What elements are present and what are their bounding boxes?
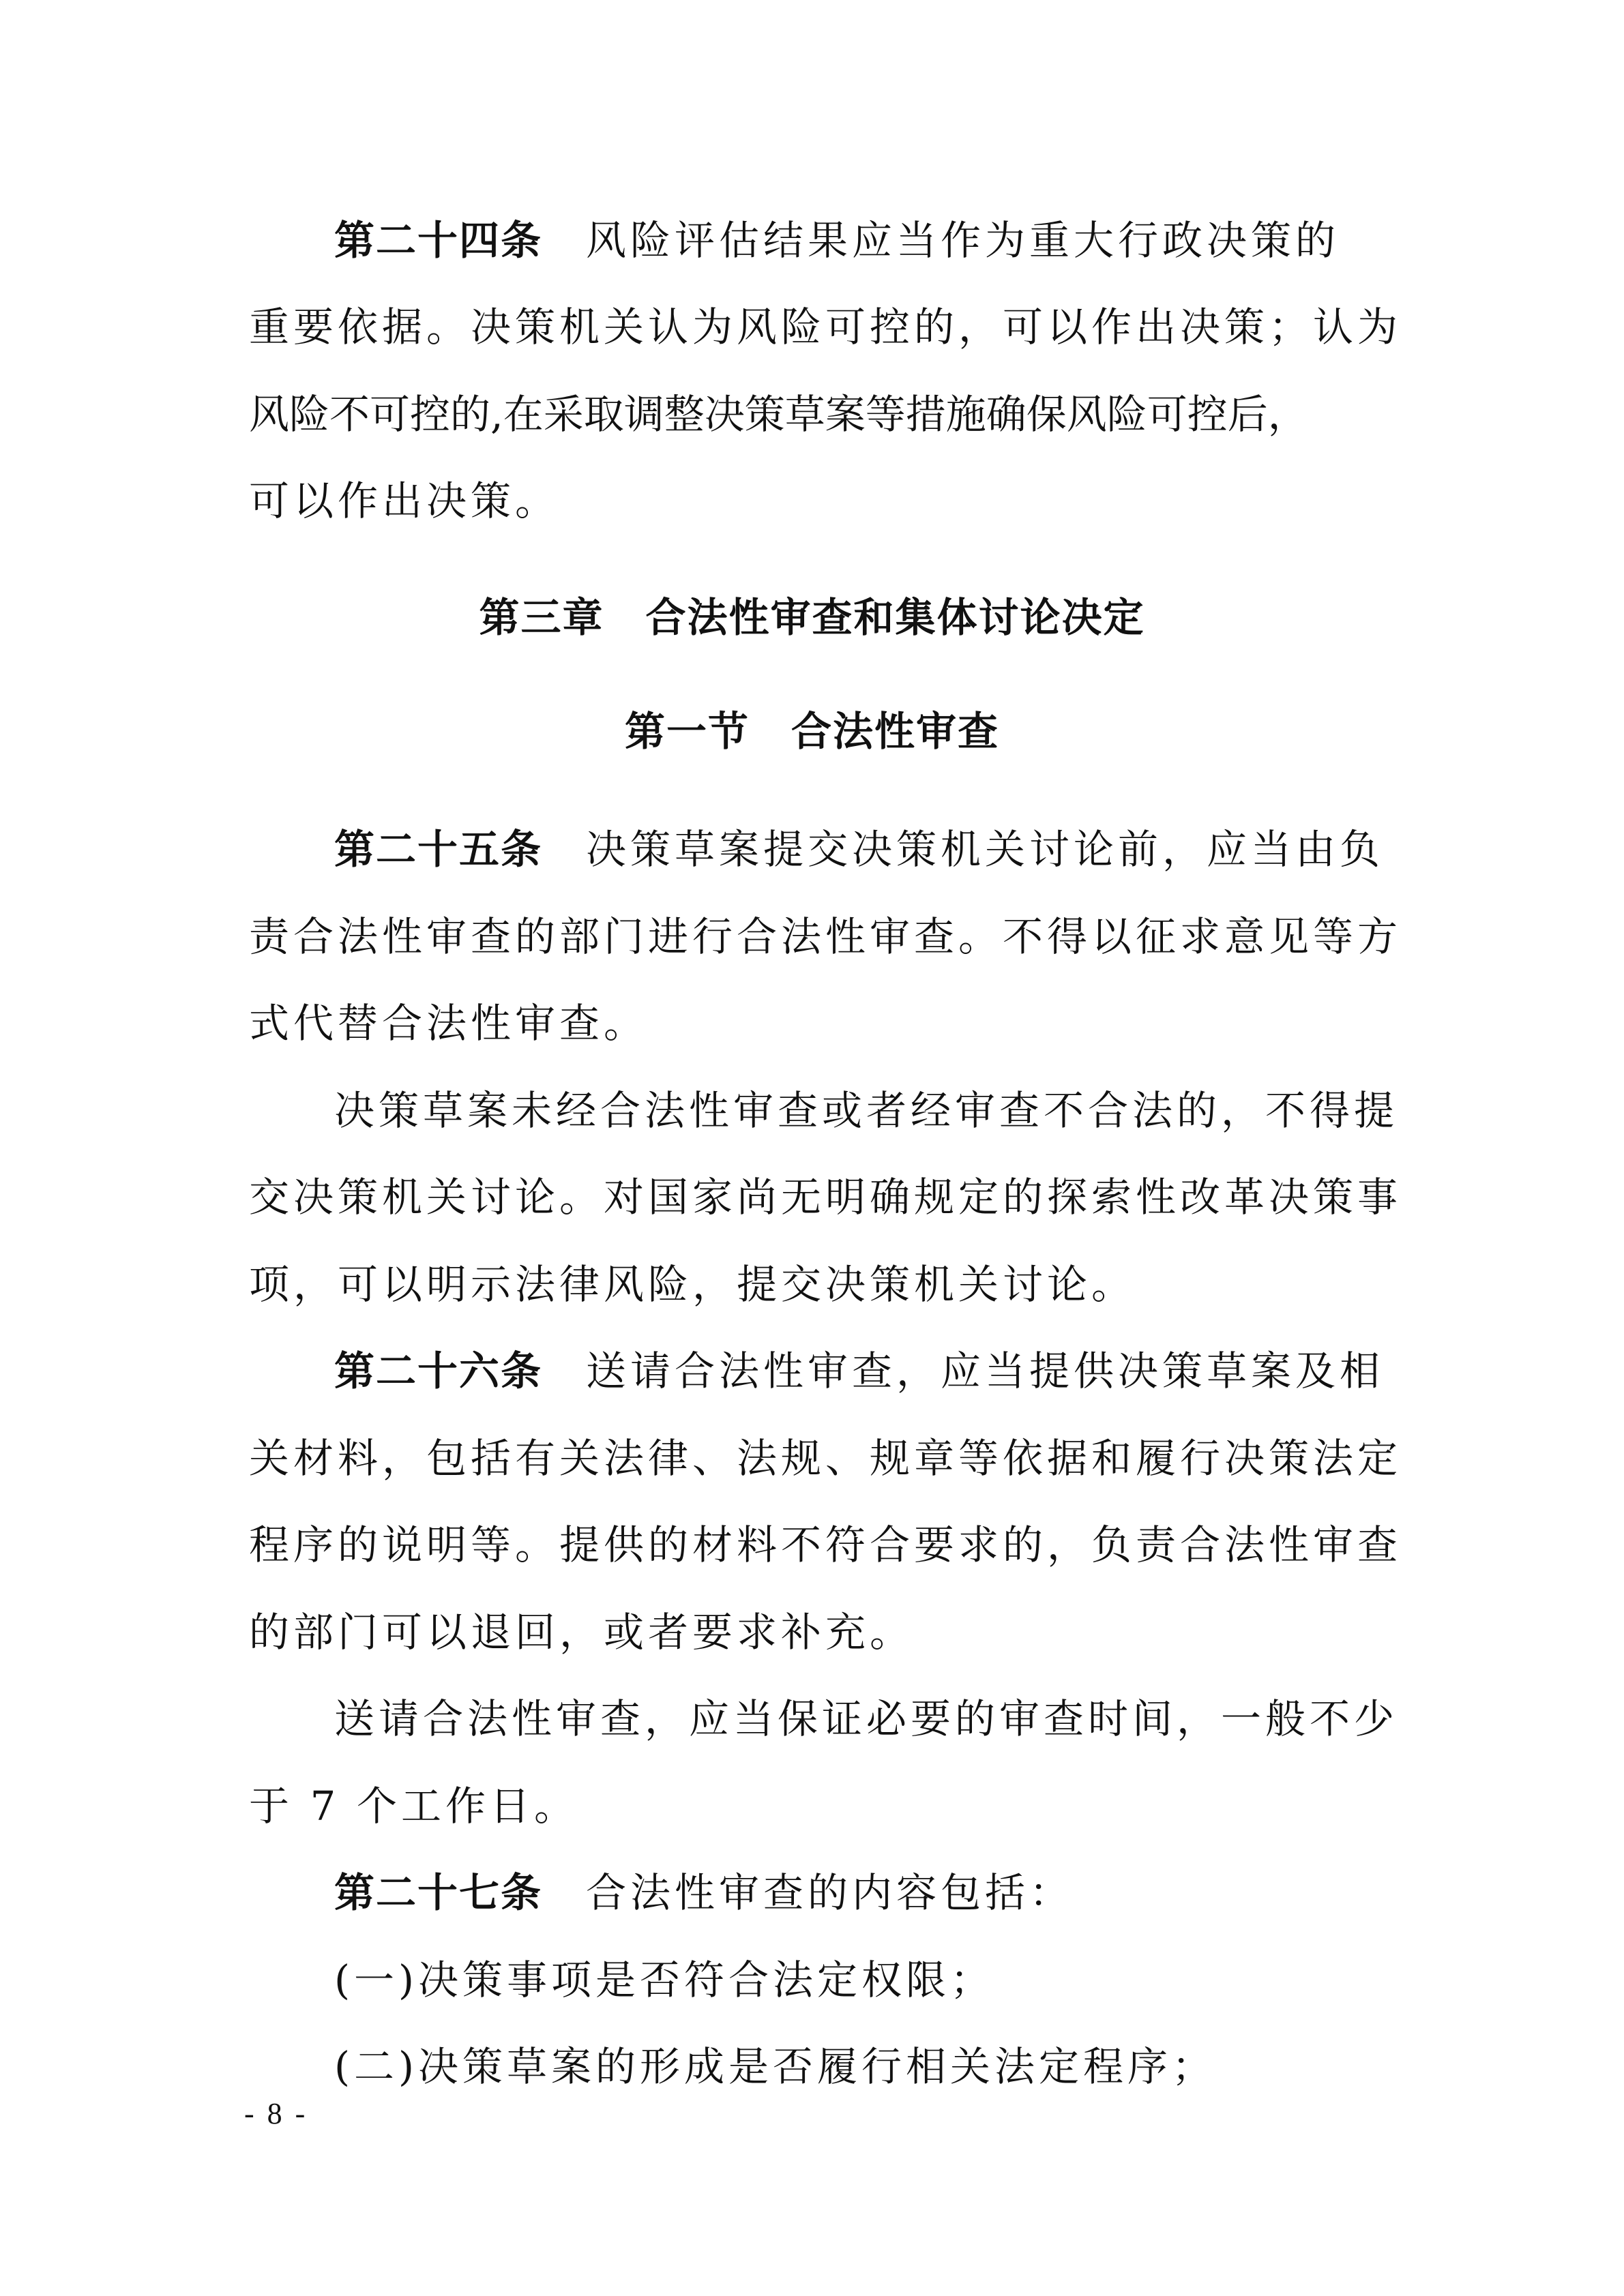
section-title: 第一节 合法性审查 [624, 708, 999, 755]
article-27-number: 第二十七条 [334, 1869, 543, 1916]
article-25-line-2: 责合法性审查的部门进行合法性审查。不得以征求意见等方 [249, 913, 1402, 960]
article-25-para-2-line-2: 交决策机关讨论。对国家尚无明确规定的探索性改革决策事 [249, 1174, 1402, 1221]
article-25-line-1 [334, 822, 1385, 877]
article-24-line-2: 重要依据。决策机关认为风险可控的，可以作出决策；认为 [249, 303, 1402, 351]
article-25-para-2-line-1: 决策草案未经合法性审查或者经审查不合法的，不得提 [334, 1087, 1399, 1134]
page-number: - 8 - [244, 2097, 308, 2130]
article-24-line-4: 可以作出决策。 [249, 477, 560, 524]
article-26-line-1 [334, 1344, 1385, 1399]
article-26-line-3: 程序的说明等。提供的材料不符合要求的，负责合法性审查 [249, 1521, 1402, 1568]
article-26-text-1: 送请合法性审查，应当提供决策草案及相 [586, 1347, 1385, 1395]
article-26-line-2: 关材料，包括有关法律、法规、规章等依据和履行决策法定 [249, 1435, 1402, 1482]
article-26-para-2-line-2: 于 7 个工作日。 [249, 1783, 579, 1830]
article-26-line-4: 的部门可以退回，或者要求补充。 [249, 1609, 915, 1656]
article-26-number: 第二十六条 [334, 1347, 543, 1395]
article-25-line-3: 式代替合法性审查。 [249, 1000, 649, 1047]
article-25-para-2-line-3: 项，可以明示法律风险，提交决策机关讨论。 [249, 1261, 1136, 1308]
chapter-title: 第三章 合法性审查和集体讨论决定 [479, 594, 1145, 641]
article-27-item-2: (二)决策草案的形成是否履行相关法定程序； [334, 2043, 1217, 2090]
article-27-line-1 [334, 1866, 1385, 1920]
article-25-number: 第二十五条 [334, 826, 543, 873]
article-26-para-2-line-1: 送请合法性审查，应当保证必要的审查时间，一般不少 [334, 1695, 1399, 1742]
article-24-text-1: 风险评估结果应当作为重大行政决策的 [586, 217, 1340, 264]
article-24-line-3: 风险不可控的,在采取调整决策草案等措施确保风险可控后， [249, 391, 1308, 438]
article-25-text-1: 决策草案提交决策机关讨论前，应当由负 [586, 826, 1385, 873]
article-24-line-1 [334, 213, 1385, 268]
article-27-item-1: (一)决策事项是否符合法定权限； [334, 1956, 995, 2003]
article-24-number: 第二十四条 [334, 217, 543, 264]
article-27-text-1: 合法性审查的内容包括： [586, 1869, 1074, 1916]
